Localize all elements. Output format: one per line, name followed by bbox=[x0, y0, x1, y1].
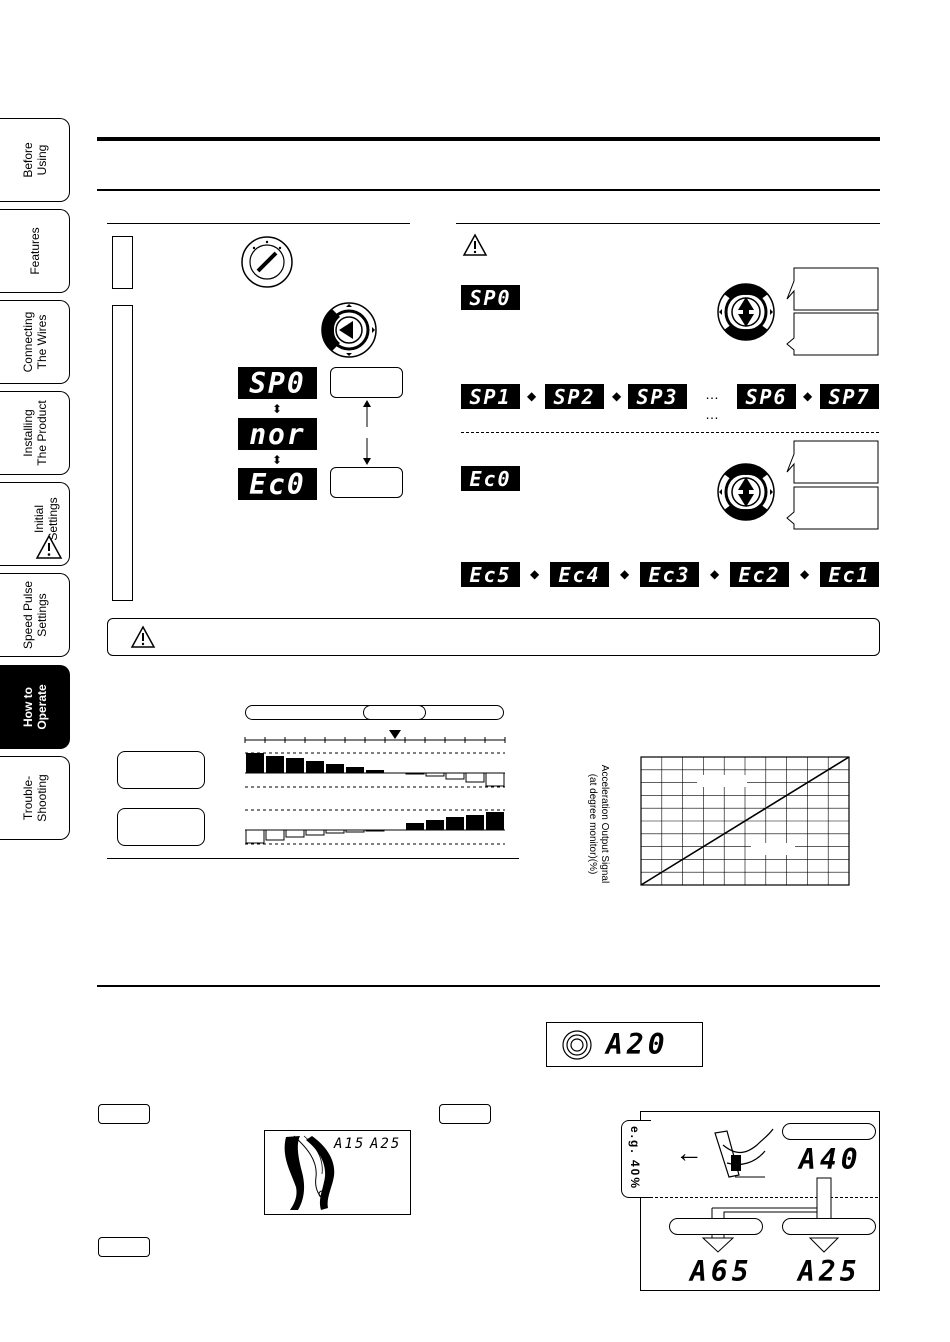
level-bar bbox=[326, 764, 344, 773]
section-rule bbox=[107, 858, 519, 859]
display-ec0: Ec0 bbox=[238, 468, 317, 500]
example-label-pill-top bbox=[782, 1123, 876, 1140]
status-display-value: A20 bbox=[606, 1028, 669, 1061]
level-bar bbox=[346, 830, 364, 832]
level-bar bbox=[306, 830, 324, 835]
scale-pill-center bbox=[363, 705, 426, 720]
example-label-pill-right bbox=[782, 1218, 876, 1235]
arrow-down-icon bbox=[362, 438, 372, 466]
up-down-arrow-icon: ⬍ bbox=[272, 453, 283, 467]
tab-label: Installing The Product bbox=[20, 400, 49, 466]
level-bar bbox=[486, 773, 504, 786]
rotary-knob-icon[interactable] bbox=[241, 236, 293, 288]
graph-ylabel-line1: Acceleration Output Signal bbox=[599, 764, 610, 884]
left-right-arrow-icon: ◆ bbox=[620, 567, 630, 581]
level-bar bbox=[346, 767, 364, 773]
level-bar bbox=[426, 773, 444, 776]
display-ec5: Ec5 bbox=[461, 562, 520, 587]
step-tag-3 bbox=[439, 1104, 491, 1124]
display-sp0: SP0 bbox=[238, 367, 317, 399]
step-tag-2 bbox=[98, 1237, 150, 1257]
example-current-value: A40 bbox=[799, 1143, 862, 1176]
display-ec0-right: Ec0 bbox=[461, 466, 520, 491]
tab-label: Trouble- Shooting bbox=[20, 774, 49, 822]
level-bar bbox=[366, 770, 384, 773]
tab-label: How to Operate bbox=[20, 684, 49, 730]
header-rule-top bbox=[97, 137, 880, 141]
tab-speed-pulse-settings[interactable] bbox=[0, 573, 70, 657]
tab-label: Before Using bbox=[20, 142, 49, 178]
tab-label: Features bbox=[27, 227, 42, 275]
tab-initial-settings[interactable] bbox=[0, 482, 70, 566]
display-sp3: SP3 bbox=[628, 384, 687, 409]
label-box-ec bbox=[330, 467, 403, 498]
tab-installing-product[interactable] bbox=[0, 391, 70, 475]
level-bar bbox=[386, 773, 404, 774]
graph-label-mask bbox=[697, 775, 747, 787]
left-right-arrow-icon: ◆ bbox=[527, 389, 537, 403]
display-sp1: SP1 bbox=[461, 384, 520, 409]
arrow-up-icon bbox=[362, 400, 372, 428]
tab-label: Connecting The Wires bbox=[20, 311, 49, 373]
left-panel-rule bbox=[107, 223, 410, 224]
right-panel-rule bbox=[456, 223, 880, 224]
example-tag: e.g. 40% bbox=[628, 1125, 642, 1191]
display-sp7: SP7 bbox=[820, 384, 879, 409]
level-bar bbox=[366, 830, 384, 831]
left-right-arrow-icon: ◆ bbox=[612, 389, 622, 403]
joystick-up-down-icon[interactable] bbox=[716, 462, 776, 522]
ring-icon bbox=[562, 1030, 592, 1060]
warning-icon bbox=[463, 234, 487, 256]
tab-trouble-shooting[interactable] bbox=[0, 756, 70, 840]
ellipsis: … bbox=[705, 386, 721, 402]
pedal-readout-left: A15 bbox=[334, 1136, 366, 1152]
callout-box-up bbox=[786, 267, 880, 313]
joystick-left-icon[interactable] bbox=[320, 301, 378, 359]
label-box-sp bbox=[330, 367, 403, 398]
warning-icon bbox=[36, 535, 62, 559]
display-ec1: Ec1 bbox=[820, 562, 879, 587]
display-ec3: Ec3 bbox=[640, 562, 699, 587]
display-nor: nor bbox=[238, 418, 317, 450]
step-box-1 bbox=[112, 236, 133, 289]
example-plus-value: A65 bbox=[690, 1255, 753, 1288]
level-bar bbox=[426, 820, 444, 830]
acceleration-graph bbox=[641, 757, 851, 887]
tab-before-using[interactable] bbox=[0, 118, 70, 202]
example-minus-value: A25 bbox=[798, 1255, 861, 1288]
callout-box-down bbox=[786, 486, 880, 532]
tab-features[interactable] bbox=[0, 209, 70, 293]
ellipsis: … bbox=[705, 406, 721, 422]
dashed-divider bbox=[461, 432, 879, 433]
label-box-upper bbox=[117, 751, 205, 789]
level-bar bbox=[326, 830, 344, 833]
tab-how-to-operate[interactable] bbox=[0, 665, 70, 749]
callout-box-down bbox=[786, 312, 880, 358]
level-bar bbox=[486, 812, 504, 830]
display-sp2: SP2 bbox=[545, 384, 604, 409]
level-bar bbox=[446, 817, 464, 830]
level-bar bbox=[406, 823, 424, 830]
pedal-readout-right: A25 bbox=[370, 1136, 402, 1152]
level-bar bbox=[246, 830, 264, 843]
display-sp0-right: SP0 bbox=[461, 285, 520, 310]
joystick-up-down-icon[interactable] bbox=[716, 282, 776, 342]
graph-label-mask bbox=[751, 843, 795, 855]
branch-arrows bbox=[700, 1178, 840, 1248]
label-box-lower bbox=[117, 808, 205, 846]
level-bar bbox=[466, 773, 484, 782]
step-tag-1 bbox=[98, 1104, 150, 1124]
display-ec2: Ec2 bbox=[730, 562, 789, 587]
left-right-arrow-icon: ◆ bbox=[530, 567, 540, 581]
left-right-arrow-icon: ◆ bbox=[800, 567, 810, 581]
left-right-arrow-icon: ◆ bbox=[710, 567, 720, 581]
display-ec4: Ec4 bbox=[550, 562, 609, 587]
caution-bar bbox=[107, 618, 880, 656]
level-bar-diagram bbox=[240, 735, 510, 850]
level-bar bbox=[466, 815, 484, 830]
tab-connecting-wires[interactable] bbox=[0, 300, 70, 384]
level-bar bbox=[306, 761, 324, 773]
graph-ylabel-line2: (at degree monitor)(%) bbox=[587, 773, 598, 875]
warning-icon bbox=[131, 626, 155, 648]
section-rule-bottom bbox=[97, 985, 880, 987]
arrow-left-icon: ← bbox=[675, 1137, 703, 1168]
tab-label: Speed Pulse Settings bbox=[20, 580, 49, 650]
left-right-arrow-icon: ◆ bbox=[803, 389, 813, 403]
level-bar bbox=[266, 756, 284, 773]
level-bar bbox=[286, 830, 304, 837]
level-bar bbox=[266, 830, 284, 840]
level-bar bbox=[286, 758, 304, 773]
header-rule-bottom bbox=[97, 189, 880, 191]
step-box-2 bbox=[112, 305, 133, 601]
tab-label: Initial Settings bbox=[32, 497, 60, 541]
level-bar bbox=[406, 773, 424, 774]
level-bar bbox=[246, 753, 264, 773]
display-sp6: SP6 bbox=[737, 384, 796, 409]
callout-box-up bbox=[786, 440, 880, 486]
level-bar bbox=[446, 773, 464, 779]
up-down-arrow-icon: ⬍ bbox=[272, 402, 283, 416]
example-label-pill-left bbox=[669, 1218, 763, 1235]
